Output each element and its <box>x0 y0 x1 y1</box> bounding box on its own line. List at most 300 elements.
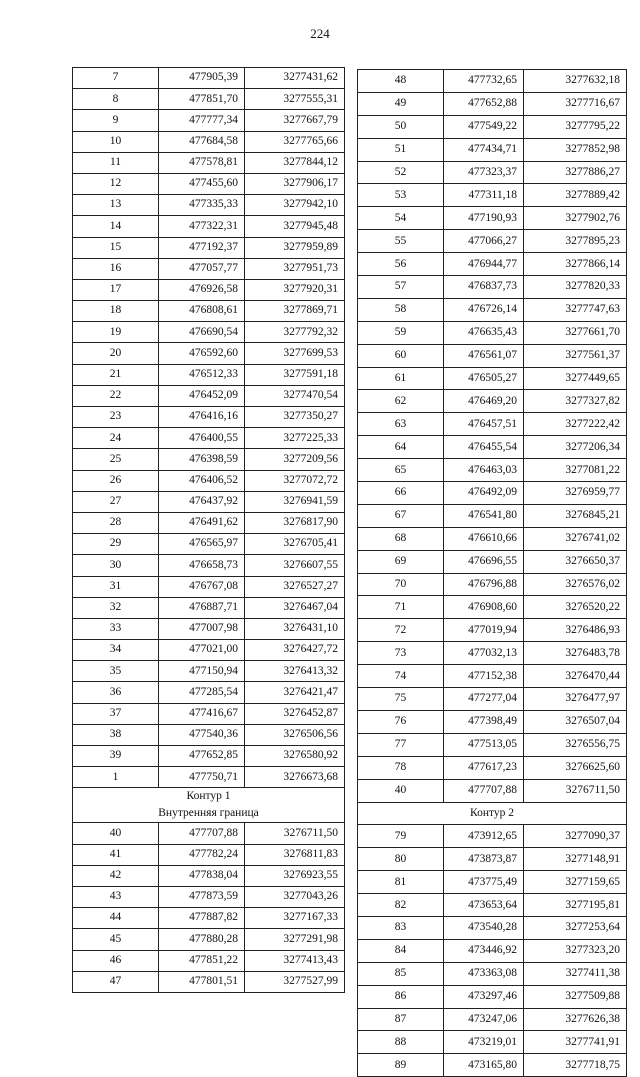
point-number-cell: 36 <box>73 682 159 703</box>
table-row <box>73 767 345 788</box>
y-coordinate-cell: 3277747,63 <box>524 298 627 321</box>
table-row <box>358 688 627 711</box>
x-coordinate-cell: 476944,77 <box>444 253 524 276</box>
point-number-cell: 41 <box>73 844 159 865</box>
table-row <box>73 364 345 385</box>
table-row <box>358 1008 627 1031</box>
point-number-cell: 21 <box>73 364 159 385</box>
x-coordinate-cell: 477152,38 <box>444 665 524 688</box>
y-coordinate-cell: 3277561,37 <box>524 344 627 367</box>
y-coordinate-cell: 3277920,31 <box>245 279 345 300</box>
x-coordinate-cell: 477057,77 <box>159 258 245 279</box>
x-coordinate-cell: 477019,94 <box>444 619 524 642</box>
y-coordinate-cell: 3277327,82 <box>524 390 627 413</box>
x-coordinate-cell: 477277,04 <box>444 688 524 711</box>
point-number-cell: 75 <box>358 688 444 711</box>
point-number-cell: 89 <box>358 1054 444 1077</box>
y-coordinate-cell: 3276431,10 <box>245 618 345 639</box>
y-coordinate-cell: 3276705,41 <box>245 534 345 555</box>
y-coordinate-cell: 3277167,33 <box>245 908 345 929</box>
x-coordinate-cell: 473247,06 <box>444 1008 524 1031</box>
point-number-cell: 81 <box>358 871 444 894</box>
table-row <box>358 344 627 367</box>
point-number-cell: 13 <box>73 195 159 216</box>
point-number-cell: 68 <box>358 527 444 550</box>
x-coordinate-cell: 477777,34 <box>159 110 245 131</box>
y-coordinate-cell: 3277222,42 <box>524 413 627 436</box>
x-coordinate-cell: 476565,97 <box>159 534 245 555</box>
x-coordinate-cell: 477311,18 <box>444 184 524 207</box>
y-coordinate-cell: 3277413,43 <box>245 950 345 971</box>
section-title: Контур 1 <box>73 788 345 806</box>
y-coordinate-cell: 3276711,50 <box>245 823 345 844</box>
point-number-cell: 48 <box>358 70 444 93</box>
y-coordinate-cell: 3277951,73 <box>245 258 345 279</box>
point-number-cell: 7 <box>73 68 159 89</box>
point-number-cell: 87 <box>358 1008 444 1031</box>
point-number-cell: 10 <box>73 131 159 152</box>
x-coordinate-cell: 476491,62 <box>159 512 245 533</box>
x-coordinate-cell: 477513,05 <box>444 733 524 756</box>
section-title: Контур 2 <box>358 802 627 825</box>
table-row <box>73 746 345 767</box>
point-number-cell: 24 <box>73 428 159 449</box>
x-coordinate-cell: 477873,59 <box>159 886 245 907</box>
table-row <box>358 642 627 665</box>
table-row <box>73 152 345 173</box>
x-coordinate-cell: 477455,60 <box>159 173 245 194</box>
x-coordinate-cell: 476406,52 <box>159 470 245 491</box>
point-number-cell: 26 <box>73 470 159 491</box>
x-coordinate-cell: 477851,22 <box>159 950 245 971</box>
y-coordinate-cell: 3276817,90 <box>245 512 345 533</box>
x-coordinate-cell: 477905,39 <box>159 68 245 89</box>
point-number-cell: 32 <box>73 597 159 618</box>
point-number-cell: 15 <box>73 237 159 258</box>
point-number-cell: 74 <box>358 665 444 688</box>
point-number-cell: 23 <box>73 407 159 428</box>
table-row <box>73 971 345 992</box>
y-coordinate-cell: 3277942,10 <box>245 195 345 216</box>
y-coordinate-cell: 3277253,64 <box>524 916 627 939</box>
point-number-cell: 22 <box>73 385 159 406</box>
x-coordinate-cell: 476808,61 <box>159 301 245 322</box>
y-coordinate-cell: 3276607,55 <box>245 555 345 576</box>
table-row <box>73 597 345 618</box>
x-coordinate-cell: 477652,88 <box>444 92 524 115</box>
table-row <box>73 682 345 703</box>
x-coordinate-cell: 476398,59 <box>159 449 245 470</box>
section-subtitle: Внутренняя граница <box>73 805 345 823</box>
table-row <box>73 470 345 491</box>
y-coordinate-cell: 3276741,02 <box>524 527 627 550</box>
y-coordinate-cell: 3277555,31 <box>245 89 345 110</box>
table-row <box>358 733 627 756</box>
table-row <box>73 407 345 428</box>
x-coordinate-cell: 476610,66 <box>444 527 524 550</box>
table-row <box>73 68 345 89</box>
y-coordinate-cell: 3277716,67 <box>524 92 627 115</box>
point-number-cell: 8 <box>73 89 159 110</box>
y-coordinate-cell: 3276520,22 <box>524 596 627 619</box>
y-coordinate-cell: 3277081,22 <box>524 459 627 482</box>
point-number-cell: 86 <box>358 985 444 1008</box>
table-row <box>358 710 627 733</box>
x-coordinate-cell: 476457,51 <box>444 413 524 436</box>
table-row <box>358 504 627 527</box>
y-coordinate-cell: 3277509,88 <box>524 985 627 1008</box>
y-coordinate-cell: 3276923,55 <box>245 865 345 886</box>
y-coordinate-cell: 3277844,12 <box>245 152 345 173</box>
x-coordinate-cell: 477707,88 <box>444 779 524 802</box>
section-title-row <box>73 788 345 806</box>
y-coordinate-cell: 3276427,72 <box>245 640 345 661</box>
y-coordinate-cell: 3277795,22 <box>524 115 627 138</box>
table-row <box>358 92 627 115</box>
x-coordinate-cell: 476455,54 <box>444 436 524 459</box>
table-row <box>358 459 627 482</box>
point-number-cell: 60 <box>358 344 444 367</box>
point-number-cell: 63 <box>358 413 444 436</box>
table-row <box>358 871 627 894</box>
table-row <box>73 216 345 237</box>
point-number-cell: 20 <box>73 343 159 364</box>
left-section-header <box>73 788 345 823</box>
table-row <box>73 89 345 110</box>
y-coordinate-cell: 3277699,53 <box>245 343 345 364</box>
table-row <box>73 279 345 300</box>
x-coordinate-cell: 477578,81 <box>159 152 245 173</box>
table-row <box>358 939 627 962</box>
table-row <box>73 908 345 929</box>
table-row <box>358 230 627 253</box>
point-number-cell: 40 <box>73 823 159 844</box>
table-row <box>73 173 345 194</box>
point-number-cell: 54 <box>358 207 444 230</box>
x-coordinate-cell: 476463,03 <box>444 459 524 482</box>
table-row <box>358 413 627 436</box>
point-number-cell: 31 <box>73 576 159 597</box>
table-row <box>73 512 345 533</box>
y-coordinate-cell: 3276941,59 <box>245 491 345 512</box>
point-number-cell: 80 <box>358 848 444 871</box>
x-coordinate-cell: 477398,49 <box>444 710 524 733</box>
x-coordinate-cell: 477335,33 <box>159 195 245 216</box>
point-number-cell: 67 <box>358 504 444 527</box>
y-coordinate-cell: 3276413,32 <box>245 661 345 682</box>
table-row <box>358 916 627 939</box>
table-row <box>358 779 627 802</box>
point-number-cell: 85 <box>358 962 444 985</box>
y-coordinate-cell: 3276467,04 <box>245 597 345 618</box>
point-number-cell: 12 <box>73 173 159 194</box>
table-row <box>73 703 345 724</box>
x-coordinate-cell: 476416,16 <box>159 407 245 428</box>
table-row <box>73 491 345 512</box>
table-row <box>358 276 627 299</box>
point-number-cell: 82 <box>358 894 444 917</box>
x-coordinate-cell: 476696,55 <box>444 550 524 573</box>
table-row <box>358 825 627 848</box>
point-number-cell: 28 <box>73 512 159 533</box>
point-number-cell: 76 <box>358 710 444 733</box>
x-coordinate-cell: 473873,87 <box>444 848 524 871</box>
y-coordinate-cell: 3276625,60 <box>524 756 627 779</box>
y-coordinate-cell: 3276506,56 <box>245 724 345 745</box>
y-coordinate-cell: 3277632,18 <box>524 70 627 93</box>
y-coordinate-cell: 3277431,62 <box>245 68 345 89</box>
y-coordinate-cell: 3276845,21 <box>524 504 627 527</box>
y-coordinate-cell: 3277449,65 <box>524 367 627 390</box>
table-row <box>358 390 627 413</box>
x-coordinate-cell: 476908,60 <box>444 596 524 619</box>
y-coordinate-cell: 3276483,78 <box>524 642 627 665</box>
table-row <box>358 985 627 1008</box>
point-number-cell: 9 <box>73 110 159 131</box>
table-row <box>358 1054 627 1077</box>
y-coordinate-cell: 3276452,87 <box>245 703 345 724</box>
table-row <box>73 385 345 406</box>
x-coordinate-cell: 477021,00 <box>159 640 245 661</box>
x-coordinate-cell: 476690,54 <box>159 322 245 343</box>
section-subtitle-row <box>73 805 345 823</box>
table-row <box>358 207 627 230</box>
x-coordinate-cell: 473912,65 <box>444 825 524 848</box>
y-coordinate-cell: 3277820,33 <box>524 276 627 299</box>
left-rows-top <box>73 68 345 788</box>
point-number-cell: 39 <box>73 746 159 767</box>
y-coordinate-cell: 3277043,26 <box>245 886 345 907</box>
point-number-cell: 55 <box>358 230 444 253</box>
point-number-cell: 70 <box>358 573 444 596</box>
table-row <box>358 596 627 619</box>
table-row <box>358 138 627 161</box>
point-number-cell: 56 <box>358 253 444 276</box>
table-row <box>358 298 627 321</box>
y-coordinate-cell: 3276580,92 <box>245 746 345 767</box>
x-coordinate-cell: 477880,28 <box>159 929 245 950</box>
y-coordinate-cell: 3276959,77 <box>524 482 627 505</box>
y-coordinate-cell: 3277765,66 <box>245 131 345 152</box>
y-coordinate-cell: 3277148,91 <box>524 848 627 871</box>
point-number-cell: 58 <box>358 298 444 321</box>
y-coordinate-cell: 3277895,23 <box>524 230 627 253</box>
x-coordinate-cell: 476592,60 <box>159 343 245 364</box>
x-coordinate-cell: 477540,36 <box>159 724 245 745</box>
y-coordinate-cell: 3277852,98 <box>524 138 627 161</box>
point-number-cell: 29 <box>73 534 159 555</box>
y-coordinate-cell: 3277661,70 <box>524 321 627 344</box>
x-coordinate-cell: 477838,04 <box>159 865 245 886</box>
point-number-cell: 18 <box>73 301 159 322</box>
y-coordinate-cell: 3277718,75 <box>524 1054 627 1077</box>
table-row <box>73 343 345 364</box>
point-number-cell: 47 <box>73 971 159 992</box>
table-row <box>358 619 627 642</box>
y-coordinate-cell: 3277889,42 <box>524 184 627 207</box>
point-number-cell: 66 <box>358 482 444 505</box>
table-row <box>358 436 627 459</box>
point-number-cell: 53 <box>358 184 444 207</box>
y-coordinate-cell: 3276576,02 <box>524 573 627 596</box>
point-number-cell: 14 <box>73 216 159 237</box>
x-coordinate-cell: 476767,08 <box>159 576 245 597</box>
y-coordinate-cell: 3276421,47 <box>245 682 345 703</box>
y-coordinate-cell: 3277959,89 <box>245 237 345 258</box>
y-coordinate-cell: 3277411,38 <box>524 962 627 985</box>
x-coordinate-cell: 476492,09 <box>444 482 524 505</box>
point-number-cell: 25 <box>73 449 159 470</box>
coordinates-table-left <box>72 67 345 993</box>
table-row <box>73 640 345 661</box>
x-coordinate-cell: 477066,27 <box>444 230 524 253</box>
point-number-cell: 43 <box>73 886 159 907</box>
table-row <box>358 161 627 184</box>
point-number-cell: 78 <box>358 756 444 779</box>
x-coordinate-cell: 473540,28 <box>444 916 524 939</box>
right-section-header <box>358 802 627 825</box>
x-coordinate-cell: 477285,54 <box>159 682 245 703</box>
y-coordinate-cell: 3277090,37 <box>524 825 627 848</box>
table-row <box>358 848 627 871</box>
y-coordinate-cell: 3277072,72 <box>245 470 345 491</box>
y-coordinate-cell: 3277886,27 <box>524 161 627 184</box>
table-row <box>73 618 345 639</box>
y-coordinate-cell: 3277866,14 <box>524 253 627 276</box>
y-coordinate-cell: 3276527,27 <box>245 576 345 597</box>
point-number-cell: 37 <box>73 703 159 724</box>
coordinates-table-right <box>357 69 627 1077</box>
x-coordinate-cell: 477549,22 <box>444 115 524 138</box>
point-number-cell: 34 <box>73 640 159 661</box>
x-coordinate-cell: 477434,71 <box>444 138 524 161</box>
table-row <box>73 131 345 152</box>
table-row <box>358 962 627 985</box>
point-number-cell: 17 <box>73 279 159 300</box>
x-coordinate-cell: 473446,92 <box>444 939 524 962</box>
point-number-cell: 35 <box>73 661 159 682</box>
y-coordinate-cell: 3276711,50 <box>524 779 627 802</box>
point-number-cell: 83 <box>358 916 444 939</box>
table-row <box>73 661 345 682</box>
y-coordinate-cell: 3276477,97 <box>524 688 627 711</box>
table-row <box>73 301 345 322</box>
x-coordinate-cell: 477782,24 <box>159 844 245 865</box>
table-row <box>358 321 627 344</box>
point-number-cell: 42 <box>73 865 159 886</box>
x-coordinate-cell: 476505,27 <box>444 367 524 390</box>
x-coordinate-cell: 473219,01 <box>444 1031 524 1054</box>
table-row <box>358 756 627 779</box>
x-coordinate-cell: 476658,73 <box>159 555 245 576</box>
table-row <box>73 844 345 865</box>
y-coordinate-cell: 3277902,76 <box>524 207 627 230</box>
point-number-cell: 40 <box>358 779 444 802</box>
table-row <box>358 550 627 573</box>
table-row <box>358 1031 627 1054</box>
x-coordinate-cell: 477801,51 <box>159 971 245 992</box>
table-row <box>73 886 345 907</box>
x-coordinate-cell: 477007,98 <box>159 618 245 639</box>
point-number-cell: 79 <box>358 825 444 848</box>
x-coordinate-cell: 477851,70 <box>159 89 245 110</box>
x-coordinate-cell: 476452,09 <box>159 385 245 406</box>
y-coordinate-cell: 3277667,79 <box>245 110 345 131</box>
y-coordinate-cell: 3277291,98 <box>245 929 345 950</box>
point-number-cell: 59 <box>358 321 444 344</box>
x-coordinate-cell: 477150,94 <box>159 661 245 682</box>
point-number-cell: 1 <box>73 767 159 788</box>
x-coordinate-cell: 476541,80 <box>444 504 524 527</box>
y-coordinate-cell: 3277206,34 <box>524 436 627 459</box>
x-coordinate-cell: 477323,37 <box>444 161 524 184</box>
x-coordinate-cell: 477887,82 <box>159 908 245 929</box>
x-coordinate-cell: 477190,93 <box>444 207 524 230</box>
table-row <box>73 428 345 449</box>
point-number-cell: 64 <box>358 436 444 459</box>
y-coordinate-cell: 3277945,48 <box>245 216 345 237</box>
table-row <box>358 70 627 93</box>
table-row <box>358 894 627 917</box>
table-row <box>73 929 345 950</box>
y-coordinate-cell: 3277527,99 <box>245 971 345 992</box>
table-row <box>358 115 627 138</box>
y-coordinate-cell: 3277323,20 <box>524 939 627 962</box>
y-coordinate-cell: 3277225,33 <box>245 428 345 449</box>
y-coordinate-cell: 3277869,71 <box>245 301 345 322</box>
point-number-cell: 72 <box>358 619 444 642</box>
point-number-cell: 49 <box>358 92 444 115</box>
point-number-cell: 45 <box>73 929 159 950</box>
y-coordinate-cell: 3277470,54 <box>245 385 345 406</box>
point-number-cell: 46 <box>73 950 159 971</box>
point-number-cell: 11 <box>73 152 159 173</box>
y-coordinate-cell: 3276486,93 <box>524 619 627 642</box>
point-number-cell: 65 <box>358 459 444 482</box>
y-coordinate-cell: 3276811,83 <box>245 844 345 865</box>
table-row <box>73 950 345 971</box>
point-number-cell: 61 <box>358 367 444 390</box>
x-coordinate-cell: 477732,65 <box>444 70 524 93</box>
point-number-cell: 51 <box>358 138 444 161</box>
x-coordinate-cell: 476469,20 <box>444 390 524 413</box>
point-number-cell: 62 <box>358 390 444 413</box>
x-coordinate-cell: 477750,71 <box>159 767 245 788</box>
x-coordinate-cell: 473653,64 <box>444 894 524 917</box>
x-coordinate-cell: 477192,37 <box>159 237 245 258</box>
table-row <box>358 573 627 596</box>
point-number-cell: 50 <box>358 115 444 138</box>
section-title-row <box>358 802 627 825</box>
y-coordinate-cell: 3277195,81 <box>524 894 627 917</box>
point-number-cell: 52 <box>358 161 444 184</box>
y-coordinate-cell: 3277209,56 <box>245 449 345 470</box>
table-row <box>73 110 345 131</box>
table-row <box>358 184 627 207</box>
right-rows-bottom <box>358 825 627 1077</box>
x-coordinate-cell: 476400,55 <box>159 428 245 449</box>
table-row <box>73 576 345 597</box>
x-coordinate-cell: 476512,33 <box>159 364 245 385</box>
y-coordinate-cell: 3277350,27 <box>245 407 345 428</box>
point-number-cell: 16 <box>73 258 159 279</box>
x-coordinate-cell: 476887,71 <box>159 597 245 618</box>
y-coordinate-cell: 3276556,75 <box>524 733 627 756</box>
table-row <box>358 482 627 505</box>
table-row <box>73 555 345 576</box>
x-coordinate-cell: 477684,58 <box>159 131 245 152</box>
x-coordinate-cell: 477652,85 <box>159 746 245 767</box>
